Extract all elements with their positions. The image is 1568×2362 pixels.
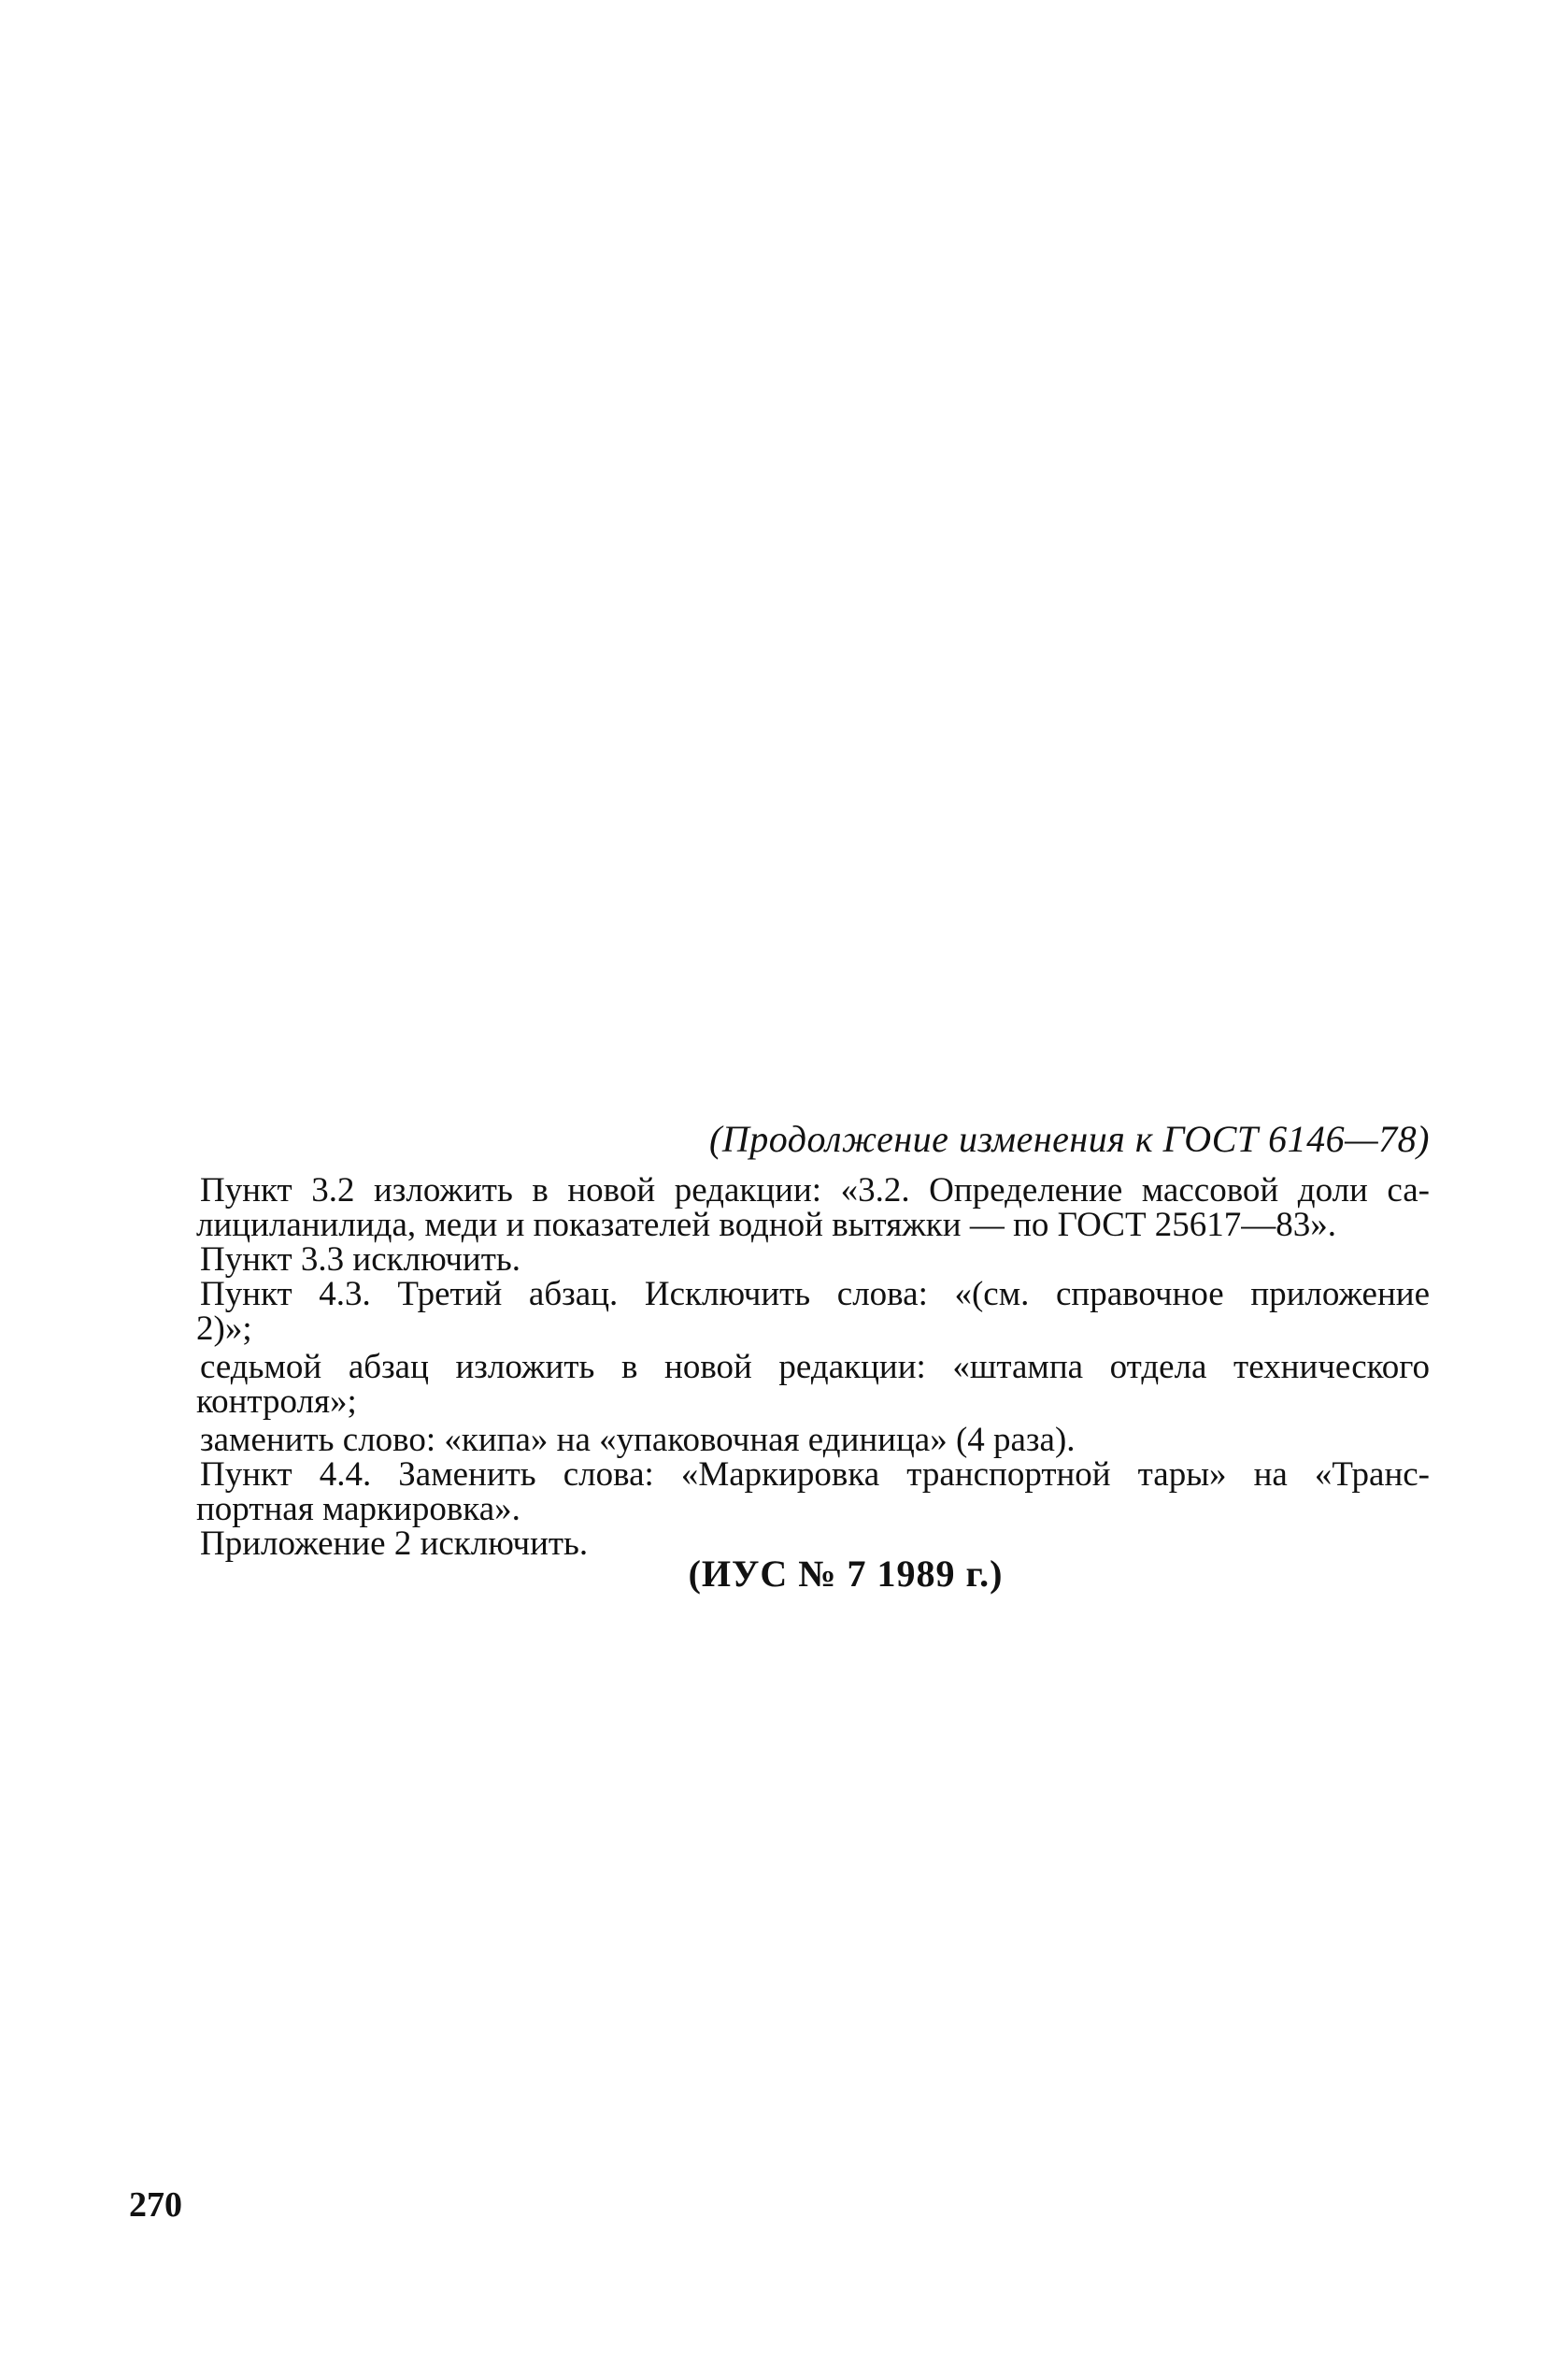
page-number: 270 — [129, 2185, 182, 2225]
text-line: портная маркировка». — [196, 1490, 520, 1528]
text-line: Приложение 2 исключить. — [200, 1525, 589, 1563]
text-line: Пункт 3.2 изложить в новой редакции: «3.2. Определение массовой доли са- — [200, 1171, 1430, 1210]
text-line: Пункт 4.3. Третий абзац. Исключить слова: «(см. справочное приложение — [200, 1275, 1430, 1313]
text-line: заменить слово: «кипа» на «упаковочная единица» (4 раза). — [200, 1421, 1076, 1459]
text-line: Пункт 3.3 исключить. — [200, 1240, 521, 1279]
text-line: Пункт 4.4. Заменить слова: «Маркировка транспортной тары» на «Транс- — [200, 1455, 1430, 1494]
text-line: контроля»; — [196, 1382, 357, 1421]
amendment-body — [196, 1173, 1430, 1561]
text-line: 2)»; — [196, 1310, 252, 1348]
text-line: седьмой абзац изложить в новой редакции: «штампа отдела технического — [200, 1348, 1430, 1386]
publication-citation: (ИУС № 7 1989 г.) — [688, 1553, 1004, 1595]
text-line: лициланилида, меди и показателей водной вытяжки — по ГОСТ 25617—83». — [196, 1206, 1337, 1244]
continuation-header: (Продолжение изменения к ГОСТ 6146—78) — [709, 1118, 1430, 1160]
